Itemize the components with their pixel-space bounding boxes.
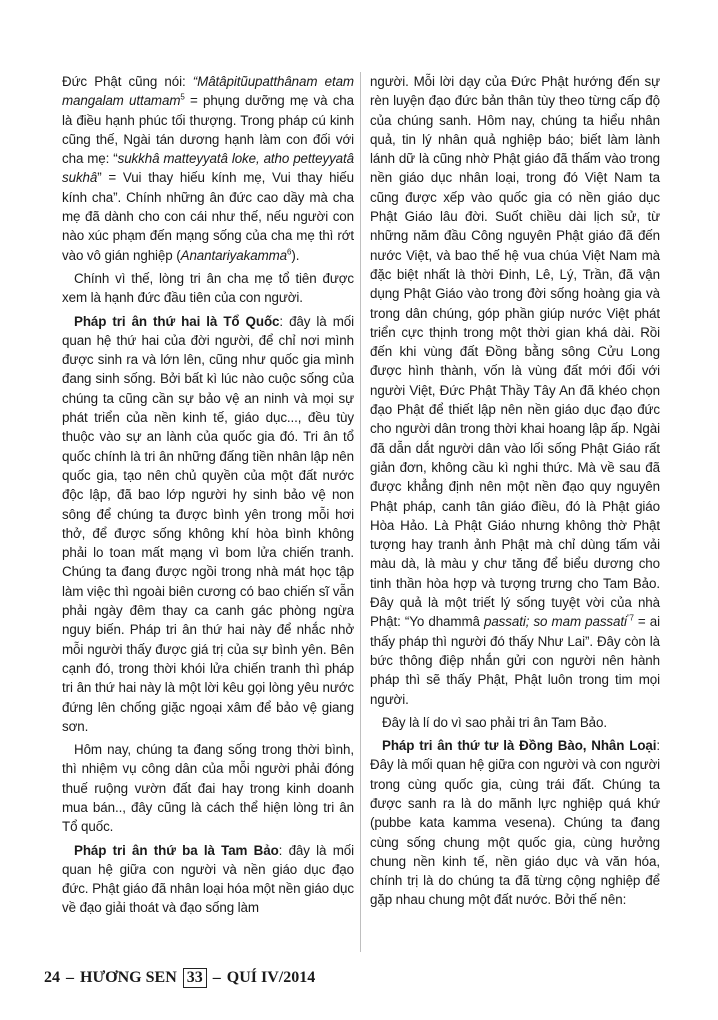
text: ). — [291, 247, 300, 263]
text: : đây là mối quan hệ giữa con người và nền giáo dục đạo đức. Phật giáo đã nhân loại hóa một nền giáo dục về đạo giải thoát và đạo sống làm — [62, 842, 354, 916]
paragraph: Chính vì thế, lòng tri ân cha mẹ tổ tiên được xem là hạnh đức đầu tiên của con người. — [62, 270, 354, 306]
paragraph — [62, 841, 354, 918]
text: Đức Phật cũng nói: — [62, 74, 193, 89]
pali-quote: sukkhâ matteyyatâ loke, atho petteyyatâ sukhâ — [62, 151, 354, 186]
pali-term: Anantariyakamma — [180, 247, 288, 263]
page-number: 24 — [44, 969, 60, 986]
text: : Đây là mối quan hệ giữa con người và con người trong cùng quốc gia, cùng trái đất. Chúng ta được sanh ra là do mãnh lực nghiệp quá khứ (pubbe kata kamma vesena). Chúng ta đang cùng sống chung một quốc gia, cùng hưởng chung nền kinh tế, nền giáo dục và văn hóa, chính trị là do chúng ta đã từng cộng nghiệp để gặp nhau chung một đất nước. Bởi thế nên: — [370, 738, 660, 908]
footer-dash: – — [66, 969, 74, 986]
issue-number: 33 — [183, 968, 207, 988]
text: = ai thấy pháp thì người đó thấy Như Lai”. Đây còn là bức thông điệp nhắn gửi con người nên hành pháp thì sẽ thấy Phật, Phật luôn trong tim mọi người. — [370, 614, 661, 707]
right-column — [370, 72, 660, 910]
section-heading: Pháp tri ân thứ tư là Đồng Bào, Nhân Loại — [382, 738, 657, 754]
section-heading: Pháp tri ân thứ hai là Tổ Quốc — [74, 313, 280, 329]
paragraph — [370, 736, 660, 910]
issue-period: QUÍ IV/2014 — [226, 969, 316, 986]
paragraph — [62, 312, 354, 737]
footer-dash: – — [212, 969, 221, 986]
footnote-ref: 5 — [180, 92, 185, 102]
section-heading: Pháp tri ân thứ ba là Tam Bảo — [74, 842, 279, 858]
left-column — [62, 72, 354, 918]
footnote-ref: 6 — [287, 247, 292, 257]
magazine-name: HƯƠNG SEN — [80, 969, 177, 986]
page-footer — [44, 966, 315, 990]
pali-quote: passati; so mam passati — [483, 614, 627, 630]
paragraph — [62, 72, 354, 265]
text: : đây là mối quan hệ thứ hai của đời người, để chỉ nơi mình được sinh ra và lớn lên, cũng như quốc gia mình đang sinh sống. Bởi bất kì lúc nào cuộc sống của chúng ta cũng cần sự bảo vệ an ninh và mọi sự phát triển của nền kinh tế, giáo dục..., đều tùy thuộc vào sự an lành của quốc gia đó. Tri ân tổ quốc chính là tri ân những đấng tiền nhân lập nên quốc gia, tạo nên chủ quyền của một đất nước độc lập, đã bao lớp người hy sinh bảo vệ non sông để chúng ta được bình yên trong mỗi hơi thở, để được sống không khí hòa bình không phải lo toan mất mạng vì bom lửa chiến tranh. Chúng ta đang được ngồi trong nhà mát học tập làm việc thì ngoài biên cương có bao chiến sĩ vẫn phải ngày đêm thay ca canh gác phòng ngừa nguy biến. Pháp tri ân thứ hai này để nhắc nhở mỗi người thấy được giá trị của sự bình yên. Bên cạnh đó, trong thời khói lửa chiến tranh thì pháp tri ân thứ hai này là một lời kêu gọi lòng yêu nước đứng lên chống giặc ngoại xâm để bảo vệ giang sơn. — [62, 313, 354, 734]
text: = phụng dưỡng mẹ và cha là điều hạnh phúc tối thượng. Trong pháp cú kinh cũng thế, Ngài tán dương hạnh làm con đối với cha mẹ: “ — [62, 93, 354, 167]
paragraph: Hôm nay, chúng ta đang sống trong thời bình, thì nhiệm vụ công dân của mỗi người phải đóng thuế ruộng vườn đất đai hay trong kinh doanh mua bán.., đây cũng là cách thể hiện lòng tri ân Tổ quốc. — [62, 742, 354, 835]
column-divider — [360, 72, 361, 952]
paragraph — [370, 72, 660, 709]
text: người. Mỗi lời dạy của Đức Phật hướng đến sự rèn luyện đạo đức bản thân tùy theo từng cấp độ của chúng sanh. Hôm nay, chúng ta hiểu nhân quả, tin lý nhân quả nghiệp báo; biết làm lành lánh dữ là cũng nhờ Phật giáo đã thấm vào trong nền giáo dục nhân loại, trong đó Việt Nam ta cũng được xếp vào quốc gia có nền giáo dục Phật Giáo lâu đời. Suốt chiều dài lịch sử, từ những năm đầu Công nguyên Phật giáo đã đến nước Việt, và bao thế hệ vua chúa Việt Nam mà đặc biệt nhất là thời Đinh, Lê, Lý, Trần, đã vận dụng Phật Giáo vào trong đời sống hoàng gia và trong dân chúng, góp phần giúp nước Việt phát triển cực thịnh trong một thời gian khá dài. Rồi đến khi vùng đất Đồng bằng sông Cửu Long được hình thành, vốn là vùng đất mới đối với người Việt, Đức Phật Thầy Tây An đã khéo chọn đạo Phật để thiết lập nên nền giáo dục đạo đức cho người dân trong thời khai hoang lập ấp. Ngài đã dẫn dắt người dân vào lối sống Phật Giáo rất giản đơn, không cầu kì nghi thức. Mà về sau đã được khẳng định nên một nền đạo quy nguyên Phật pháp, canh tân giáo điều, đó là Phật giáo Hòa Hảo. Là Phật Giáo nhưng không thờ Phật tượng hay tranh ảnh Phật mà chỉ dùng tấm vải màu dà, là màu y chư tăng để biểu dương cho tinh thần hòa hợp và tượng trưng cho Tam Bảo. Đây quả là một triết lý sống tuyệt vời của nhà Phật: “Yo dhammâ — [370, 74, 660, 630]
paragraph: Đây là lí do vì sao phải tri ân Tam Bảo. — [382, 714, 608, 730]
text: ” = Vui thay hiếu kính mẹ, Vui thay hiếu kính cha”. Chính những ân đức cao dầy mà cha mẹ đã dành cho con cái như thế, nếu người con nào xúc phạm đến mạng sống của cha mẹ thì rớt vào vô gián nghiệp ( — [62, 170, 354, 263]
pali-quote: “Mâtâpitũupatthânam etam mangalam uttamam — [62, 74, 354, 109]
footnote-ref: ”7 — [626, 613, 634, 623]
